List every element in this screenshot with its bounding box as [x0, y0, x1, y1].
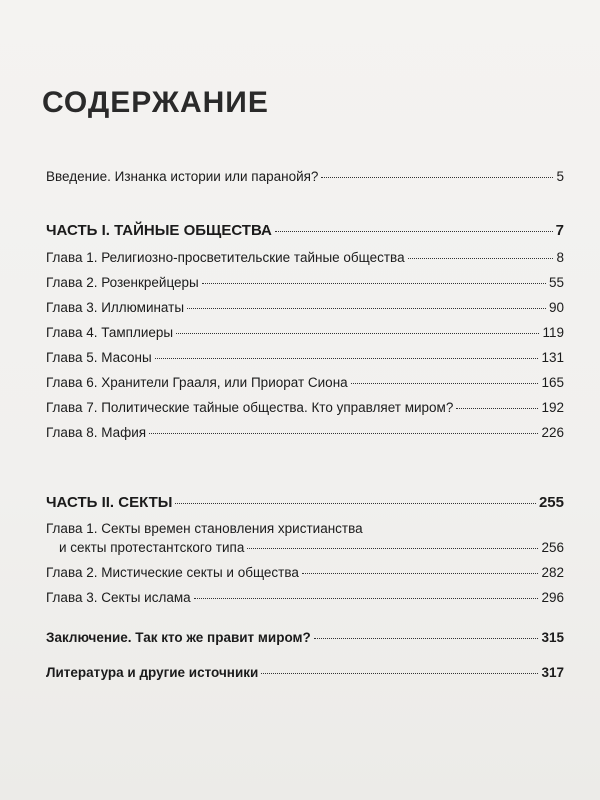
toc-entry-page: 119	[542, 325, 564, 340]
toc-entry-page: 165	[541, 375, 564, 390]
toc-entry-chapter[interactable]	[46, 564, 564, 582]
toc-entry-chapter[interactable]	[46, 299, 564, 317]
toc-entry-page: 315	[541, 630, 564, 645]
toc-entry-chapter[interactable]	[46, 349, 564, 367]
toc-part-page: 255	[538, 494, 564, 511]
toc-entry-page: 90	[548, 300, 564, 315]
toc-entry-label: Заключение. Так кто же правит миром?	[46, 630, 311, 645]
toc-entry-label: Глава 4. Тамплиеры	[46, 325, 174, 340]
toc-entry-conclusion[interactable]	[46, 629, 564, 647]
toc-entry-page: 8	[556, 250, 564, 265]
dot-leader	[314, 638, 539, 639]
toc-part-2[interactable]	[46, 494, 564, 512]
toc-entry-chapter[interactable]	[46, 249, 564, 267]
toc-entry-page: 192	[541, 400, 564, 415]
toc-entry-page: 55	[548, 275, 564, 290]
toc-part-label: ЧАСТЬ II. СЕКТЫ	[46, 494, 173, 511]
toc-entry-page: 226	[541, 425, 564, 440]
toc-entry-label: Глава 7. Политические тайные общества. Кто управляет миром?	[46, 400, 454, 415]
dot-leader	[408, 258, 554, 259]
toc-part-label: ЧАСТЬ I. ТАЙНЫЕ ОБЩЕСТВА	[46, 222, 272, 239]
dot-leader	[302, 573, 539, 574]
toc-entry-page: 317	[541, 665, 564, 680]
dot-leader	[149, 433, 538, 434]
dot-leader	[247, 548, 538, 549]
toc-part-1[interactable]	[46, 222, 564, 240]
toc-entry-chapter-first-line[interactable]: Глава 1. Секты времен становления христианства	[46, 521, 363, 536]
dot-leader	[351, 383, 539, 384]
dot-leader	[176, 333, 539, 334]
toc-entry-chapter[interactable]	[46, 589, 564, 607]
toc-entry-label: Глава 3. Секты ислама	[46, 590, 191, 605]
toc-entry-chapter[interactable]	[46, 274, 564, 292]
toc-entry-label: Глава 2. Розенкрейцеры	[46, 275, 199, 290]
toc-entry-label: Глава 8. Мафия	[46, 425, 147, 440]
dot-leader	[202, 283, 546, 284]
dot-leader	[175, 503, 536, 504]
dot-leader	[321, 177, 553, 178]
toc-entry-page: 256	[541, 540, 564, 555]
toc-entry-label: Глава 5. Масоны	[46, 350, 152, 365]
toc-entry-label: Глава 1. Религиозно-просветительские тайные общества	[46, 250, 405, 265]
toc-entry-chapter[interactable]	[46, 539, 564, 557]
toc-entry-chapter[interactable]	[46, 374, 564, 392]
dot-leader	[155, 358, 539, 359]
toc-entry-page: 131	[541, 350, 564, 365]
toc-entry-page: 5	[556, 169, 564, 184]
toc-entry-chapter[interactable]	[46, 424, 564, 442]
page-title: СОДЕРЖАНИЕ	[42, 86, 269, 119]
dot-leader	[275, 231, 553, 232]
toc-entry-intro[interactable]	[46, 168, 564, 186]
toc-entry-label: и секты протестантского типа	[59, 540, 245, 555]
toc-entry-label: Глава 6. Хранители Грааля, или Приорат Сиона	[46, 375, 348, 390]
toc-entry-page: 282	[541, 565, 564, 580]
toc-entry-label: Литература и другие источники	[46, 665, 259, 680]
toc-entry-label: Введение. Изнанка истории или паранойя?	[46, 169, 319, 184]
toc-entry-label: Глава 2. Мистические секты и общества	[46, 565, 299, 580]
dot-leader	[456, 408, 538, 409]
toc-entry-chapter[interactable]	[46, 324, 564, 342]
dot-leader	[187, 308, 546, 309]
toc-entry-literature[interactable]	[46, 664, 564, 682]
dot-leader	[194, 598, 539, 599]
toc-entry-page: 296	[541, 590, 564, 605]
toc-entry-chapter[interactable]	[46, 399, 564, 417]
dot-leader	[261, 673, 538, 674]
toc-part-page: 7	[555, 222, 564, 239]
toc-entry-label: Глава 3. Иллюминаты	[46, 300, 185, 315]
